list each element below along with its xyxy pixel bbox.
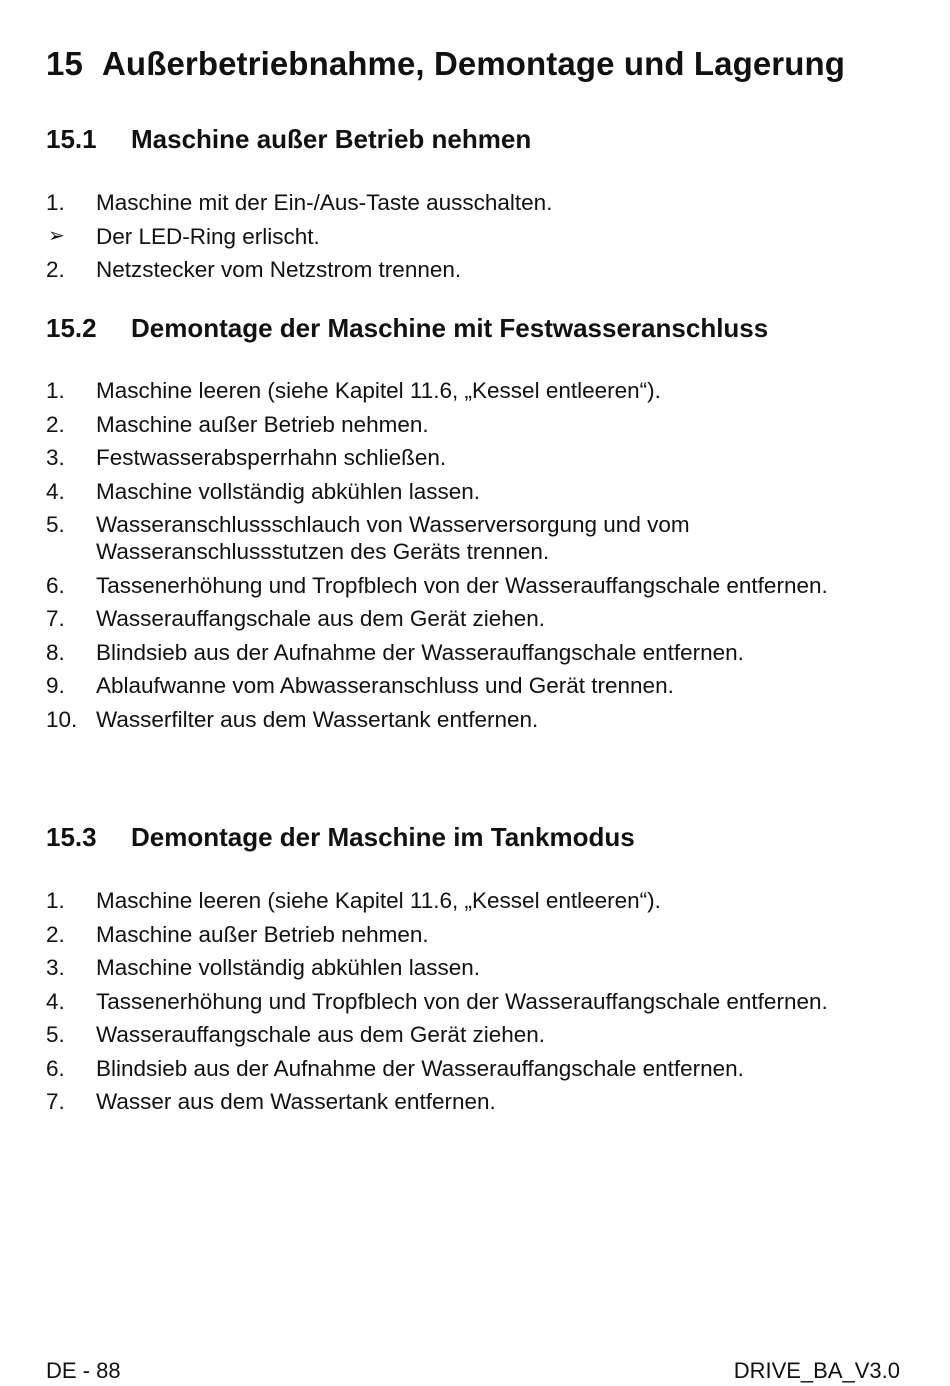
list-item — [46, 1088, 906, 1115]
list-item — [46, 411, 906, 438]
step-number: 5. — [46, 512, 65, 537]
list-item — [46, 444, 906, 471]
step-number: 8. — [46, 639, 65, 665]
step-number: 2. — [46, 257, 65, 282]
step-text: Maschine leeren (siehe Kapitel 11.6, „Kessel entleeren“). — [96, 888, 661, 913]
step-text: Wasser aus dem Wassertank entfernen. — [96, 1089, 496, 1114]
step-number: 3. — [46, 955, 65, 980]
section-title: Demontage der Maschine im Tankmodus — [131, 822, 635, 852]
section-number: 15.1 — [46, 124, 97, 154]
document-id: DRIVE_BA_V3.0 — [733, 1358, 900, 1383]
step-number: 1. — [46, 378, 65, 403]
list-item — [46, 1055, 906, 1082]
section-title: Demontage der Maschine mit Festwasseranschluss — [131, 313, 769, 343]
step-text: Maschine außer Betrieb nehmen. — [96, 921, 429, 947]
step-text: Tassenerhöhung und Tropfblech von der Wasserauffangschale entfernen. — [96, 572, 828, 598]
list-item — [46, 223, 906, 250]
step-text: Tassenerhöhung und Tropfblech von der Wasserauffangschale entfernen. — [96, 988, 828, 1014]
list-item — [46, 988, 906, 1015]
step-number: 2. — [46, 411, 65, 437]
step-number: 7. — [46, 1089, 65, 1114]
step-text: Maschine mit der Ein-/Aus-Taste ausschalten. — [96, 190, 553, 215]
list-item — [46, 887, 906, 914]
step-text: Festwasserabsperrhahn schließen. — [96, 445, 447, 470]
list-item — [46, 954, 906, 981]
step-number: 7. — [46, 606, 65, 631]
step-number: 1. — [46, 888, 65, 913]
section-title: Maschine außer Betrieb nehmen — [131, 124, 532, 154]
list-item — [46, 189, 906, 216]
list-item — [46, 478, 906, 505]
step-text: Netzstecker vom Netzstrom trennen. — [96, 257, 462, 282]
chapter-title: Außerbetriebnahme, Demontage und Lagerung — [102, 45, 846, 82]
step-list-15-1 — [46, 189, 906, 290]
step-text: Wasseranschlussschlauch von Wasserversorgung und vom Wasseranschlussstutzen des Geräts trennen. — [96, 512, 690, 564]
step-text: Der LED-Ring erlischt. — [96, 223, 320, 249]
step-text: Ablaufwanne vom Abwasseranschluss und Gerät trennen. — [96, 673, 674, 698]
page-number: DE - 88 — [46, 1358, 121, 1383]
result-arrow-icon: ➢ — [48, 224, 65, 247]
page-title — [46, 42, 845, 86]
list-item — [46, 672, 906, 699]
step-text: Wasserfilter aus dem Wassertank entfernen. — [96, 706, 539, 732]
step-text: Wasserauffangschale aus dem Gerät ziehen. — [96, 1022, 546, 1047]
section-heading-15-1 — [46, 122, 531, 156]
step-text: Maschine vollständig abkühlen lassen. — [96, 478, 480, 504]
chapter-number: 15 — [46, 45, 83, 82]
step-text: Blindsieb aus der Aufnahme der Wasserauffangschale entfernen. — [96, 639, 744, 665]
step-list-15-3 — [46, 887, 906, 1122]
step-text: Maschine vollständig abkühlen lassen. — [96, 955, 480, 980]
step-number: 4. — [46, 988, 65, 1014]
section-heading-15-2 — [46, 311, 768, 345]
step-number: 10. — [46, 706, 78, 732]
step-number: 5. — [46, 1022, 65, 1047]
step-number: 2. — [46, 921, 65, 947]
step-number: 3. — [46, 445, 65, 470]
section-heading-15-3 — [46, 820, 635, 854]
step-text: Maschine außer Betrieb nehmen. — [96, 411, 429, 437]
list-item — [46, 639, 906, 666]
section-number: 15.3 — [46, 822, 97, 852]
step-number: 6. — [46, 1055, 65, 1081]
step-list-15-2 — [46, 377, 906, 739]
step-number: 1. — [46, 190, 65, 215]
list-item — [46, 511, 906, 565]
list-item — [46, 1021, 906, 1048]
step-text: Blindsieb aus der Aufnahme der Wasserauffangschale entfernen. — [96, 1055, 744, 1081]
list-item — [46, 921, 906, 948]
section-number: 15.2 — [46, 313, 97, 343]
list-item — [46, 377, 906, 404]
list-item — [46, 605, 906, 632]
list-item — [46, 572, 906, 599]
step-number: 9. — [46, 673, 65, 698]
list-item — [46, 256, 906, 283]
step-text: Maschine leeren (siehe Kapitel 11.6, „Kessel entleeren“). — [96, 378, 661, 403]
step-number: 6. — [46, 572, 65, 598]
list-item — [46, 706, 906, 733]
step-number: 4. — [46, 478, 65, 504]
step-text: Wasserauffangschale aus dem Gerät ziehen. — [96, 606, 546, 631]
